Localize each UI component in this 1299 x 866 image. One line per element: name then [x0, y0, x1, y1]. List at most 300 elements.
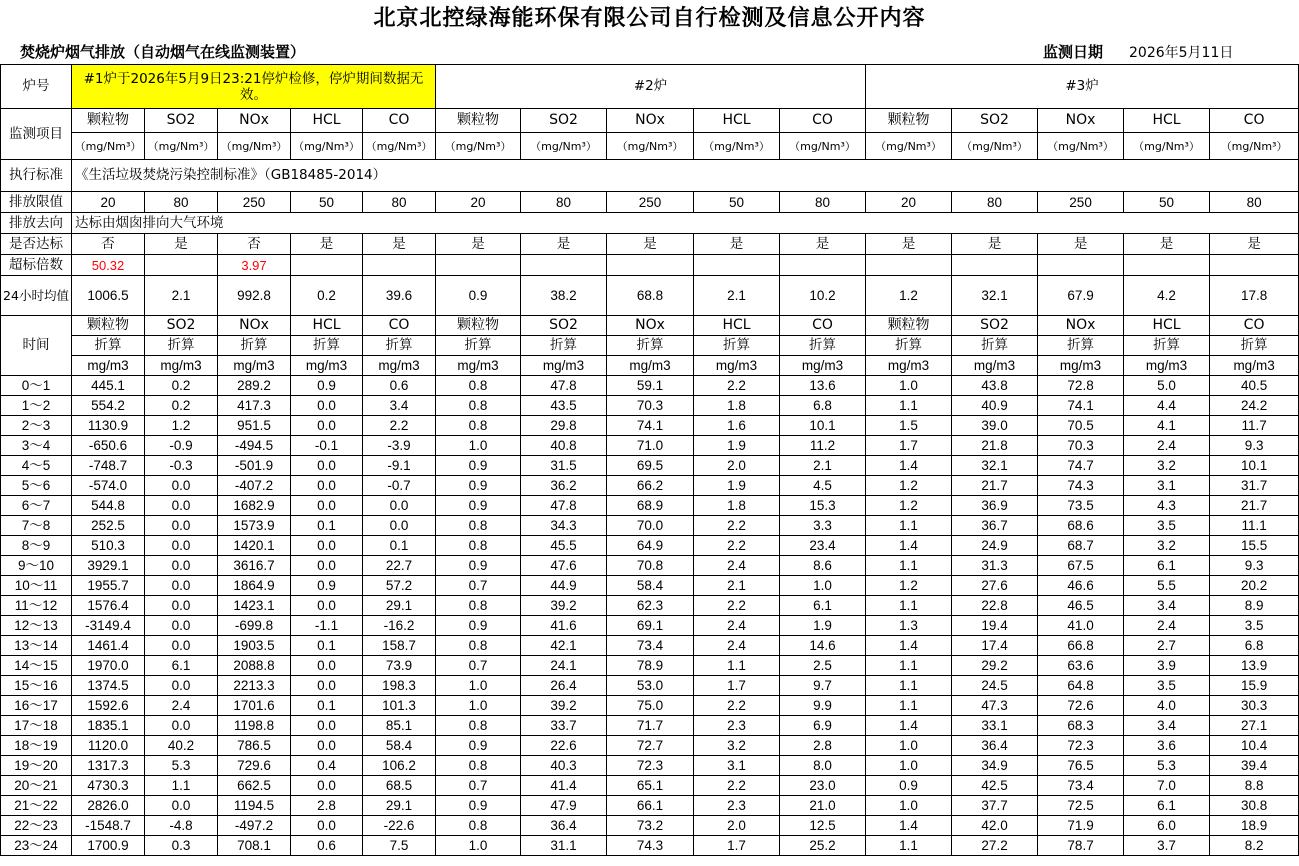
value-cell: 32.1	[952, 456, 1038, 476]
value-cell: 0.0	[145, 476, 218, 496]
value-cell: 2.8	[291, 796, 363, 816]
value-cell: 1573.9	[218, 516, 291, 536]
compliance-label: 是否达标	[1, 234, 72, 255]
value-cell: 0.6	[291, 836, 363, 856]
value-cell: 1420.1	[218, 536, 291, 556]
value-cell: 1.4	[866, 456, 952, 476]
value-cell: 1461.4	[72, 636, 145, 656]
table-row	[1, 556, 1299, 576]
avg-value: 0.2	[291, 276, 363, 316]
value-cell: 5.3	[145, 756, 218, 776]
value-cell: 64.9	[607, 536, 694, 556]
pollutant-name: NOx	[607, 109, 694, 133]
time-header-pollutant: NOx	[607, 316, 694, 336]
value-cell: 3.5	[1124, 676, 1210, 696]
value-cell: 0.8	[436, 416, 521, 436]
value-cell: 2.4	[1124, 436, 1210, 456]
value-cell: 36.4	[952, 736, 1038, 756]
pollutant-name: SO2	[145, 109, 218, 133]
value-cell: 72.5	[1038, 796, 1124, 816]
value-cell: 18.9	[1210, 816, 1299, 836]
value-cell: -0.3	[145, 456, 218, 476]
value-cell: 6.1	[1124, 796, 1210, 816]
value-cell: 0.1	[291, 516, 363, 536]
time-header-converted: 折算	[521, 336, 607, 356]
compliance-value: 否	[218, 234, 291, 255]
value-cell: 42.1	[521, 636, 607, 656]
time-header-pollutant: SO2	[521, 316, 607, 336]
pollutant-name: 颗粒物	[866, 109, 952, 133]
value-cell: 66.2	[607, 476, 694, 496]
value-cell: 72.3	[607, 756, 694, 776]
limit-value: 250	[607, 192, 694, 213]
value-cell: 70.3	[607, 396, 694, 416]
table-row	[1, 576, 1299, 596]
time-cell: 7～8	[1, 516, 72, 536]
avg-value: 67.9	[1038, 276, 1124, 316]
table-row	[1, 616, 1299, 636]
exceed-value	[291, 255, 363, 276]
value-cell: 2.1	[780, 456, 866, 476]
avg-value: 0.9	[436, 276, 521, 316]
time-header-unit: mg/m3	[607, 356, 694, 376]
value-cell: -1548.7	[72, 816, 145, 836]
limit-value: 80	[363, 192, 436, 213]
value-cell: 1.1	[866, 396, 952, 416]
value-cell: 21.8	[952, 436, 1038, 456]
table-row	[1, 516, 1299, 536]
table-row	[1, 416, 1299, 436]
value-cell: 0.0	[291, 536, 363, 556]
value-cell: 0.8	[436, 816, 521, 836]
time-header-unit: mg/m3	[694, 356, 780, 376]
time-cell: 11～12	[1, 596, 72, 616]
value-cell: 72.8	[1038, 376, 1124, 396]
value-cell: 40.9	[952, 396, 1038, 416]
compliance-value: 是	[145, 234, 218, 255]
value-cell: 0.1	[291, 636, 363, 656]
time-cell: 4～5	[1, 456, 72, 476]
time-header-converted: 折算	[291, 336, 363, 356]
avg-label: 24小时均值	[1, 276, 72, 316]
time-header-converted: 折算	[218, 336, 291, 356]
value-cell: 6.9	[780, 716, 866, 736]
value-cell: 4.5	[780, 476, 866, 496]
value-cell: 6.1	[1124, 556, 1210, 576]
value-cell: 0.0	[363, 496, 436, 516]
value-cell: 9.3	[1210, 436, 1299, 456]
value-cell: 4.3	[1124, 496, 1210, 516]
time-header-converted: 折算	[145, 336, 218, 356]
value-cell: 1423.1	[218, 596, 291, 616]
value-cell: 1.7	[694, 676, 780, 696]
value-cell: 70.0	[607, 516, 694, 536]
table-row	[1, 496, 1299, 516]
value-cell: 1970.0	[72, 656, 145, 676]
time-cell: 13～14	[1, 636, 72, 656]
limit-value: 50	[694, 192, 780, 213]
value-cell: 64.8	[1038, 676, 1124, 696]
value-cell: 0.7	[436, 576, 521, 596]
value-cell: 37.7	[952, 796, 1038, 816]
value-cell: 24.9	[952, 536, 1038, 556]
value-cell: 3.5	[1124, 516, 1210, 536]
time-cell: 2～3	[1, 416, 72, 436]
value-cell: 42.5	[952, 776, 1038, 796]
value-cell: 2088.8	[218, 656, 291, 676]
table-row	[1, 656, 1299, 676]
value-cell: 0.1	[291, 696, 363, 716]
value-cell: 1.9	[694, 436, 780, 456]
time-header-unit: mg/m3	[952, 356, 1038, 376]
value-cell: 2.2	[363, 416, 436, 436]
value-cell: 1194.5	[218, 796, 291, 816]
value-cell: 445.1	[72, 376, 145, 396]
value-cell: 0.0	[291, 476, 363, 496]
value-cell: 24.5	[952, 676, 1038, 696]
value-cell: 29.8	[521, 416, 607, 436]
value-cell: 15.9	[1210, 676, 1299, 696]
value-cell: 0.8	[436, 716, 521, 736]
avg-value: 68.8	[607, 276, 694, 316]
value-cell: 0.0	[145, 796, 218, 816]
pollutant-name: 颗粒物	[72, 109, 145, 133]
value-cell: 2.2	[694, 376, 780, 396]
exceed-value	[952, 255, 1038, 276]
table-row	[1, 736, 1299, 756]
value-cell: 6.8	[780, 396, 866, 416]
value-cell: 0.8	[436, 756, 521, 776]
value-cell: -748.7	[72, 456, 145, 476]
time-header-pollutant: NOx	[1038, 316, 1124, 336]
value-cell: 4.1	[1124, 416, 1210, 436]
value-cell: 708.1	[218, 836, 291, 856]
value-cell: 23.0	[780, 776, 866, 796]
limit-value: 20	[72, 192, 145, 213]
time-cell: 21～22	[1, 796, 72, 816]
limit-value: 80	[952, 192, 1038, 213]
value-cell: 2213.3	[218, 676, 291, 696]
value-cell: 68.5	[363, 776, 436, 796]
value-cell: 1.7	[694, 836, 780, 856]
value-cell: 40.8	[521, 436, 607, 456]
time-cell: 15～16	[1, 676, 72, 696]
time-cell: 19～20	[1, 756, 72, 776]
value-cell: 72.7	[607, 736, 694, 756]
value-cell: 0.0	[291, 656, 363, 676]
value-cell: 33.1	[952, 716, 1038, 736]
destination-label: 排放去向	[1, 213, 72, 234]
table-row	[1, 716, 1299, 736]
value-cell: 15.3	[780, 496, 866, 516]
value-cell: 1.0	[436, 436, 521, 456]
value-cell: 6.8	[1210, 636, 1299, 656]
value-cell: 17.4	[952, 636, 1038, 656]
value-cell: 24.2	[1210, 396, 1299, 416]
pollutant-name: HCL	[1124, 109, 1210, 133]
value-cell: 3616.7	[218, 556, 291, 576]
value-cell: 47.9	[521, 796, 607, 816]
value-cell: 74.3	[607, 836, 694, 856]
value-cell: 0.9	[291, 576, 363, 596]
furnace-label: 炉号	[1, 65, 72, 109]
value-cell: 74.1	[607, 416, 694, 436]
value-cell: 10.1	[780, 416, 866, 436]
time-header-pollutant: 颗粒物	[436, 316, 521, 336]
avg-value: 2.1	[145, 276, 218, 316]
value-cell: 1592.6	[72, 696, 145, 716]
avg-value: 10.2	[780, 276, 866, 316]
value-cell: 29.1	[363, 796, 436, 816]
value-cell: 4.0	[1124, 696, 1210, 716]
table-row	[1, 636, 1299, 656]
value-cell: 72.6	[1038, 696, 1124, 716]
time-header-converted: 折算	[607, 336, 694, 356]
value-cell: 78.9	[607, 656, 694, 676]
time-cell: 17～18	[1, 716, 72, 736]
exceed-value	[607, 255, 694, 276]
value-cell: 69.1	[607, 616, 694, 636]
value-cell: 7.5	[363, 836, 436, 856]
time-cell: 0～1	[1, 376, 72, 396]
compliance-value: 否	[72, 234, 145, 255]
value-cell: -497.2	[218, 816, 291, 836]
time-cell: 9～10	[1, 556, 72, 576]
value-cell: 31.5	[521, 456, 607, 476]
time-header-pollutant: HCL	[694, 316, 780, 336]
avg-value: 1006.5	[72, 276, 145, 316]
time-cell: 5～6	[1, 476, 72, 496]
compliance-value: 是	[607, 234, 694, 255]
value-cell: 0.0	[145, 496, 218, 516]
value-cell: 68.3	[1038, 716, 1124, 736]
value-cell: 66.8	[1038, 636, 1124, 656]
value-cell: -0.7	[363, 476, 436, 496]
limit-label: 排放限值	[1, 192, 72, 213]
unit-cell: （mg/Nm³）	[607, 133, 694, 160]
pollutant-name: HCL	[694, 109, 780, 133]
value-cell: 69.5	[607, 456, 694, 476]
exceed-label: 超标倍数	[1, 255, 72, 276]
time-header-converted: 折算	[1210, 336, 1299, 356]
value-cell: 36.2	[521, 476, 607, 496]
time-header-unit: mg/m3	[866, 356, 952, 376]
value-cell: 10.4	[1210, 736, 1299, 756]
value-cell: 2.2	[694, 516, 780, 536]
time-header-converted: 折算	[952, 336, 1038, 356]
time-cell: 1～2	[1, 396, 72, 416]
table-row	[1, 776, 1299, 796]
value-cell: 8.2	[1210, 836, 1299, 856]
value-cell: 39.2	[521, 596, 607, 616]
time-header-pollutant: 颗粒物	[866, 316, 952, 336]
value-cell: 71.0	[607, 436, 694, 456]
value-cell: 1120.0	[72, 736, 145, 756]
value-cell: 68.6	[1038, 516, 1124, 536]
value-cell: 13.9	[1210, 656, 1299, 676]
value-cell: 1.1	[694, 656, 780, 676]
value-cell: 0.0	[145, 716, 218, 736]
value-cell: 34.3	[521, 516, 607, 536]
value-cell: 20.2	[1210, 576, 1299, 596]
unit-cell: （mg/Nm³）	[1210, 133, 1299, 160]
avg-value: 992.8	[218, 276, 291, 316]
value-cell: 2.2	[694, 776, 780, 796]
value-cell: 0.9	[436, 476, 521, 496]
value-cell: 68.7	[1038, 536, 1124, 556]
value-cell: 1.0	[866, 376, 952, 396]
value-cell: 75.0	[607, 696, 694, 716]
time-header-converted: 折算	[1038, 336, 1124, 356]
value-cell: 2.5	[780, 656, 866, 676]
value-cell: 3.1	[694, 756, 780, 776]
pollutant-name: CO	[363, 109, 436, 133]
pollutant-name: 颗粒物	[436, 109, 521, 133]
value-cell: 1864.9	[218, 576, 291, 596]
value-cell: 106.2	[363, 756, 436, 776]
value-cell: 0.9	[436, 496, 521, 516]
time-header-pollutant: HCL	[1124, 316, 1210, 336]
value-cell: 5.0	[1124, 376, 1210, 396]
value-cell: -501.9	[218, 456, 291, 476]
value-cell: 2.0	[694, 816, 780, 836]
date-label: 监测日期	[1043, 43, 1104, 61]
value-cell: 39.2	[521, 696, 607, 716]
value-cell: 0.8	[436, 516, 521, 536]
value-cell: 1.1	[866, 516, 952, 536]
exceed-value: 3.97	[218, 255, 291, 276]
value-cell: 0.2	[145, 376, 218, 396]
avg-value: 2.1	[694, 276, 780, 316]
value-cell: -494.5	[218, 436, 291, 456]
limit-value: 80	[521, 192, 607, 213]
value-cell: 0.0	[145, 676, 218, 696]
unit-cell: （mg/Nm³）	[436, 133, 521, 160]
unit-cell: （mg/Nm³）	[521, 133, 607, 160]
value-cell: 0.0	[145, 636, 218, 656]
value-cell: 2.4	[694, 616, 780, 636]
time-cell: 14～15	[1, 656, 72, 676]
compliance-value: 是	[436, 234, 521, 255]
value-cell: 1.1	[866, 836, 952, 856]
value-cell: 0.0	[145, 536, 218, 556]
value-cell: 12.5	[780, 816, 866, 836]
value-cell: 27.1	[1210, 716, 1299, 736]
value-cell: 1.0	[780, 576, 866, 596]
value-cell: 19.4	[952, 616, 1038, 636]
value-cell: 11.1	[1210, 516, 1299, 536]
value-cell: 1.0	[436, 696, 521, 716]
value-cell: 68.9	[607, 496, 694, 516]
pollutant-name: SO2	[521, 109, 607, 133]
unit-cell: （mg/Nm³）	[72, 133, 145, 160]
value-cell: 39.4	[1210, 756, 1299, 776]
time-header-converted: 折算	[780, 336, 866, 356]
table-row	[1, 696, 1299, 716]
time-cell: 16～17	[1, 696, 72, 716]
value-cell: 1.2	[866, 496, 952, 516]
value-cell: 0.8	[436, 396, 521, 416]
limit-value: 80	[780, 192, 866, 213]
value-cell: 0.9	[436, 736, 521, 756]
compliance-value: 是	[363, 234, 436, 255]
value-cell: 78.7	[1038, 836, 1124, 856]
value-cell: 0.0	[291, 776, 363, 796]
value-cell: -3149.4	[72, 616, 145, 636]
value-cell: 3.7	[1124, 836, 1210, 856]
value-cell: 30.3	[1210, 696, 1299, 716]
value-cell: -9.1	[363, 456, 436, 476]
time-header-pollutant: CO	[780, 316, 866, 336]
value-cell: 5.5	[1124, 576, 1210, 596]
value-cell: 1.0	[436, 836, 521, 856]
value-cell: 252.5	[72, 516, 145, 536]
value-cell: 2.2	[694, 596, 780, 616]
standard-label: 执行标准	[1, 160, 72, 192]
value-cell: 2.2	[694, 536, 780, 556]
value-cell: 0.0	[291, 496, 363, 516]
value-cell: 6.0	[1124, 816, 1210, 836]
time-header-unit: mg/m3	[291, 356, 363, 376]
time-header-pollutant: CO	[1210, 316, 1299, 336]
furnace-1-notice: #1炉于2026年5月9日23:21停炉检修，停炉期间数据无效。	[72, 65, 436, 109]
value-cell: 1.8	[694, 396, 780, 416]
value-cell: 3.6	[1124, 736, 1210, 756]
exceed-value	[145, 255, 218, 276]
time-cell: 20～21	[1, 776, 72, 796]
value-cell: 510.3	[72, 536, 145, 556]
value-cell: 1.1	[866, 556, 952, 576]
value-cell: 0.3	[145, 836, 218, 856]
value-cell: 0.0	[145, 516, 218, 536]
value-cell: 0.2	[145, 396, 218, 416]
avg-value: 4.2	[1124, 276, 1210, 316]
value-cell: 70.5	[1038, 416, 1124, 436]
time-header-converted: 折算	[72, 336, 145, 356]
furnace-3-header: #3炉	[866, 65, 1299, 109]
value-cell: 4730.3	[72, 776, 145, 796]
value-cell: 1903.5	[218, 636, 291, 656]
value-cell: 1.5	[866, 416, 952, 436]
value-cell: 0.0	[291, 456, 363, 476]
value-cell: 1.4	[866, 816, 952, 836]
value-cell: 0.0	[363, 516, 436, 536]
value-cell: 11.7	[1210, 416, 1299, 436]
value-cell: 417.3	[218, 396, 291, 416]
value-cell: 1130.9	[72, 416, 145, 436]
value-cell: 1700.9	[72, 836, 145, 856]
time-cell: 12～13	[1, 616, 72, 636]
compliance-value: 是	[694, 234, 780, 255]
exceed-value	[436, 255, 521, 276]
avg-value: 17.8	[1210, 276, 1299, 316]
value-cell: 0.9	[866, 776, 952, 796]
value-cell: 1.8	[694, 496, 780, 516]
value-cell: 2.7	[1124, 636, 1210, 656]
value-cell: 1835.1	[72, 716, 145, 736]
value-cell: 1.3	[866, 616, 952, 636]
value-cell: 0.9	[436, 556, 521, 576]
value-cell: 73.4	[1038, 776, 1124, 796]
pollutant-name: SO2	[952, 109, 1038, 133]
value-cell: 36.7	[952, 516, 1038, 536]
value-cell: 0.9	[436, 616, 521, 636]
value-cell: -650.6	[72, 436, 145, 456]
exceed-value	[363, 255, 436, 276]
table-row	[1, 536, 1299, 556]
value-cell: 1576.4	[72, 596, 145, 616]
table-row	[1, 836, 1299, 856]
